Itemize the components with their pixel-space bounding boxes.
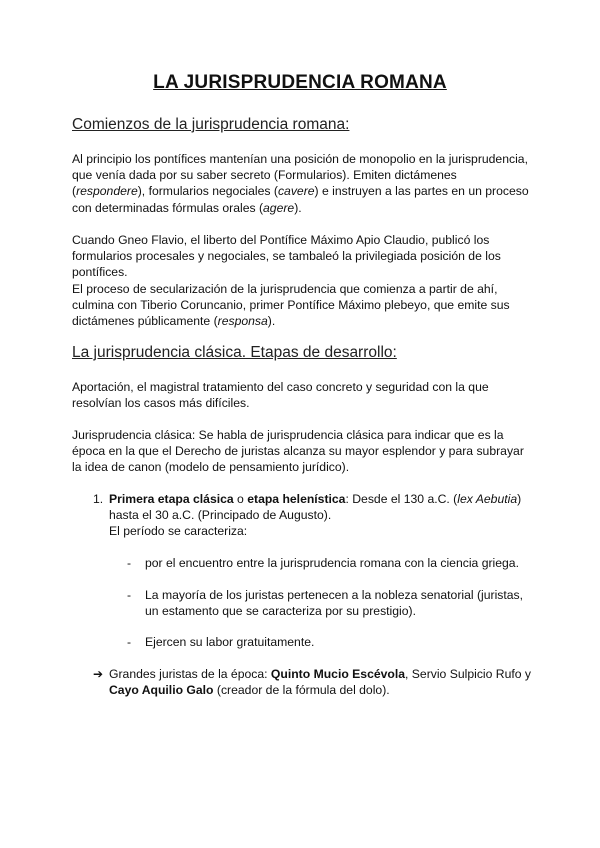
sub-list-text: por el encuentro entre la jurisprudencia romana con la ciencia griega. [145,556,519,570]
text-run: (creador de la fórmula del dolo). [213,683,390,698]
italic-term: cavere [277,184,315,199]
paragraph-pontifices [72,151,532,216]
list-item-caption: El período se caracteriza: [109,524,248,539]
text-run: ) e instruyen a las partes en un proceso con determinadas fórmulas orales ( [72,184,529,215]
text-run: ) hasta el 30 a.C. (Principado de Augusto). [109,492,522,523]
bold-term: Quinto Mucio Escévola [270,667,406,681]
sub-list-text: Ejercen su labor gratuitamente. [145,635,315,649]
paragraph-text [72,281,532,330]
sub-list-item [127,634,532,650]
dash-bullet: - [127,556,132,570]
bold-term: Cayo Aquilio Galo [109,683,214,698]
paragraph-text: Cuando Gneo Flavio, el liberto del Pontífice Máximo Apio Claudio, publicó los formularios procesales y negociales, se tambaleó la privilegiada posición de los pontífices. [72,233,501,280]
sub-list-text: La mayoría de los juristas pertenecen a la nobleza senatorial (juristas, un estamento que se caracteriza por su prestigio). [145,588,524,619]
dash-bullet: - [127,635,132,649]
italic-term: lex Aebutia [457,492,518,506]
text-run: Grandes juristas de la época: [109,667,271,681]
text-run: ), formularios negociales ( [137,184,278,199]
numbered-list-item [93,491,533,540]
paragraph-jurisprudencia-clasica: Jurisprudencia clásica: Se habla de jurisprudencia clásica para indicar que es la época en la que el Derecho de juristas alcanza su mayor esplendor y para subrayar la idea de canon (modelo de pensamiento jurídico). [72,428,524,475]
dash-bullet: - [127,588,132,602]
text-run: , Servio Sulpicio Rufo y [405,667,532,681]
section-heading-clasica: La jurisprudencia clásica. Etapas de desarrollo: [72,344,397,361]
page-title: LA JURISPRUDENCIA ROMANA [153,72,447,93]
arrow-list-item [93,666,533,698]
bold-term: Primera etapa clásica [109,492,234,506]
bold-term: etapa helenística [247,492,346,506]
section-heading-comienzos: Comienzos de la jurisprudencia romana: [72,116,350,133]
paragraph-gneo-flavio [72,232,532,329]
italic-term: agere [263,200,295,215]
text-run: ). [294,200,302,215]
text-run: ). [267,314,276,329]
text-run: o [233,492,248,506]
arrow-right-icon: ➔ [93,667,104,681]
sub-list-item [127,587,532,619]
paragraph-aportacion: Aportación, el magistral tratamiento del caso concreto y seguridad con la que resolvían los casos más difíciles. [72,380,489,411]
italic-term: responsa [217,314,268,329]
sub-list-item [127,555,532,571]
list-number: 1. [93,492,104,506]
text-run: El proceso de secularización de la jurisprudencia que comienza a partir de ahí, culmina con Tiberio Coruncanio, primer Pontífice Máximo plebeyo, que emite sus dictámenes públicamente ( [72,281,510,329]
italic-term: respondere [76,184,138,199]
text-run: : Desde el 130 a.C. ( [345,492,458,506]
text-run: Al principio los pontífices mantenían una posición de monopolio en la jurisprudencia, que venía dada por su saber secreto (Formularios). Emiten dictámenes ( [72,152,528,199]
